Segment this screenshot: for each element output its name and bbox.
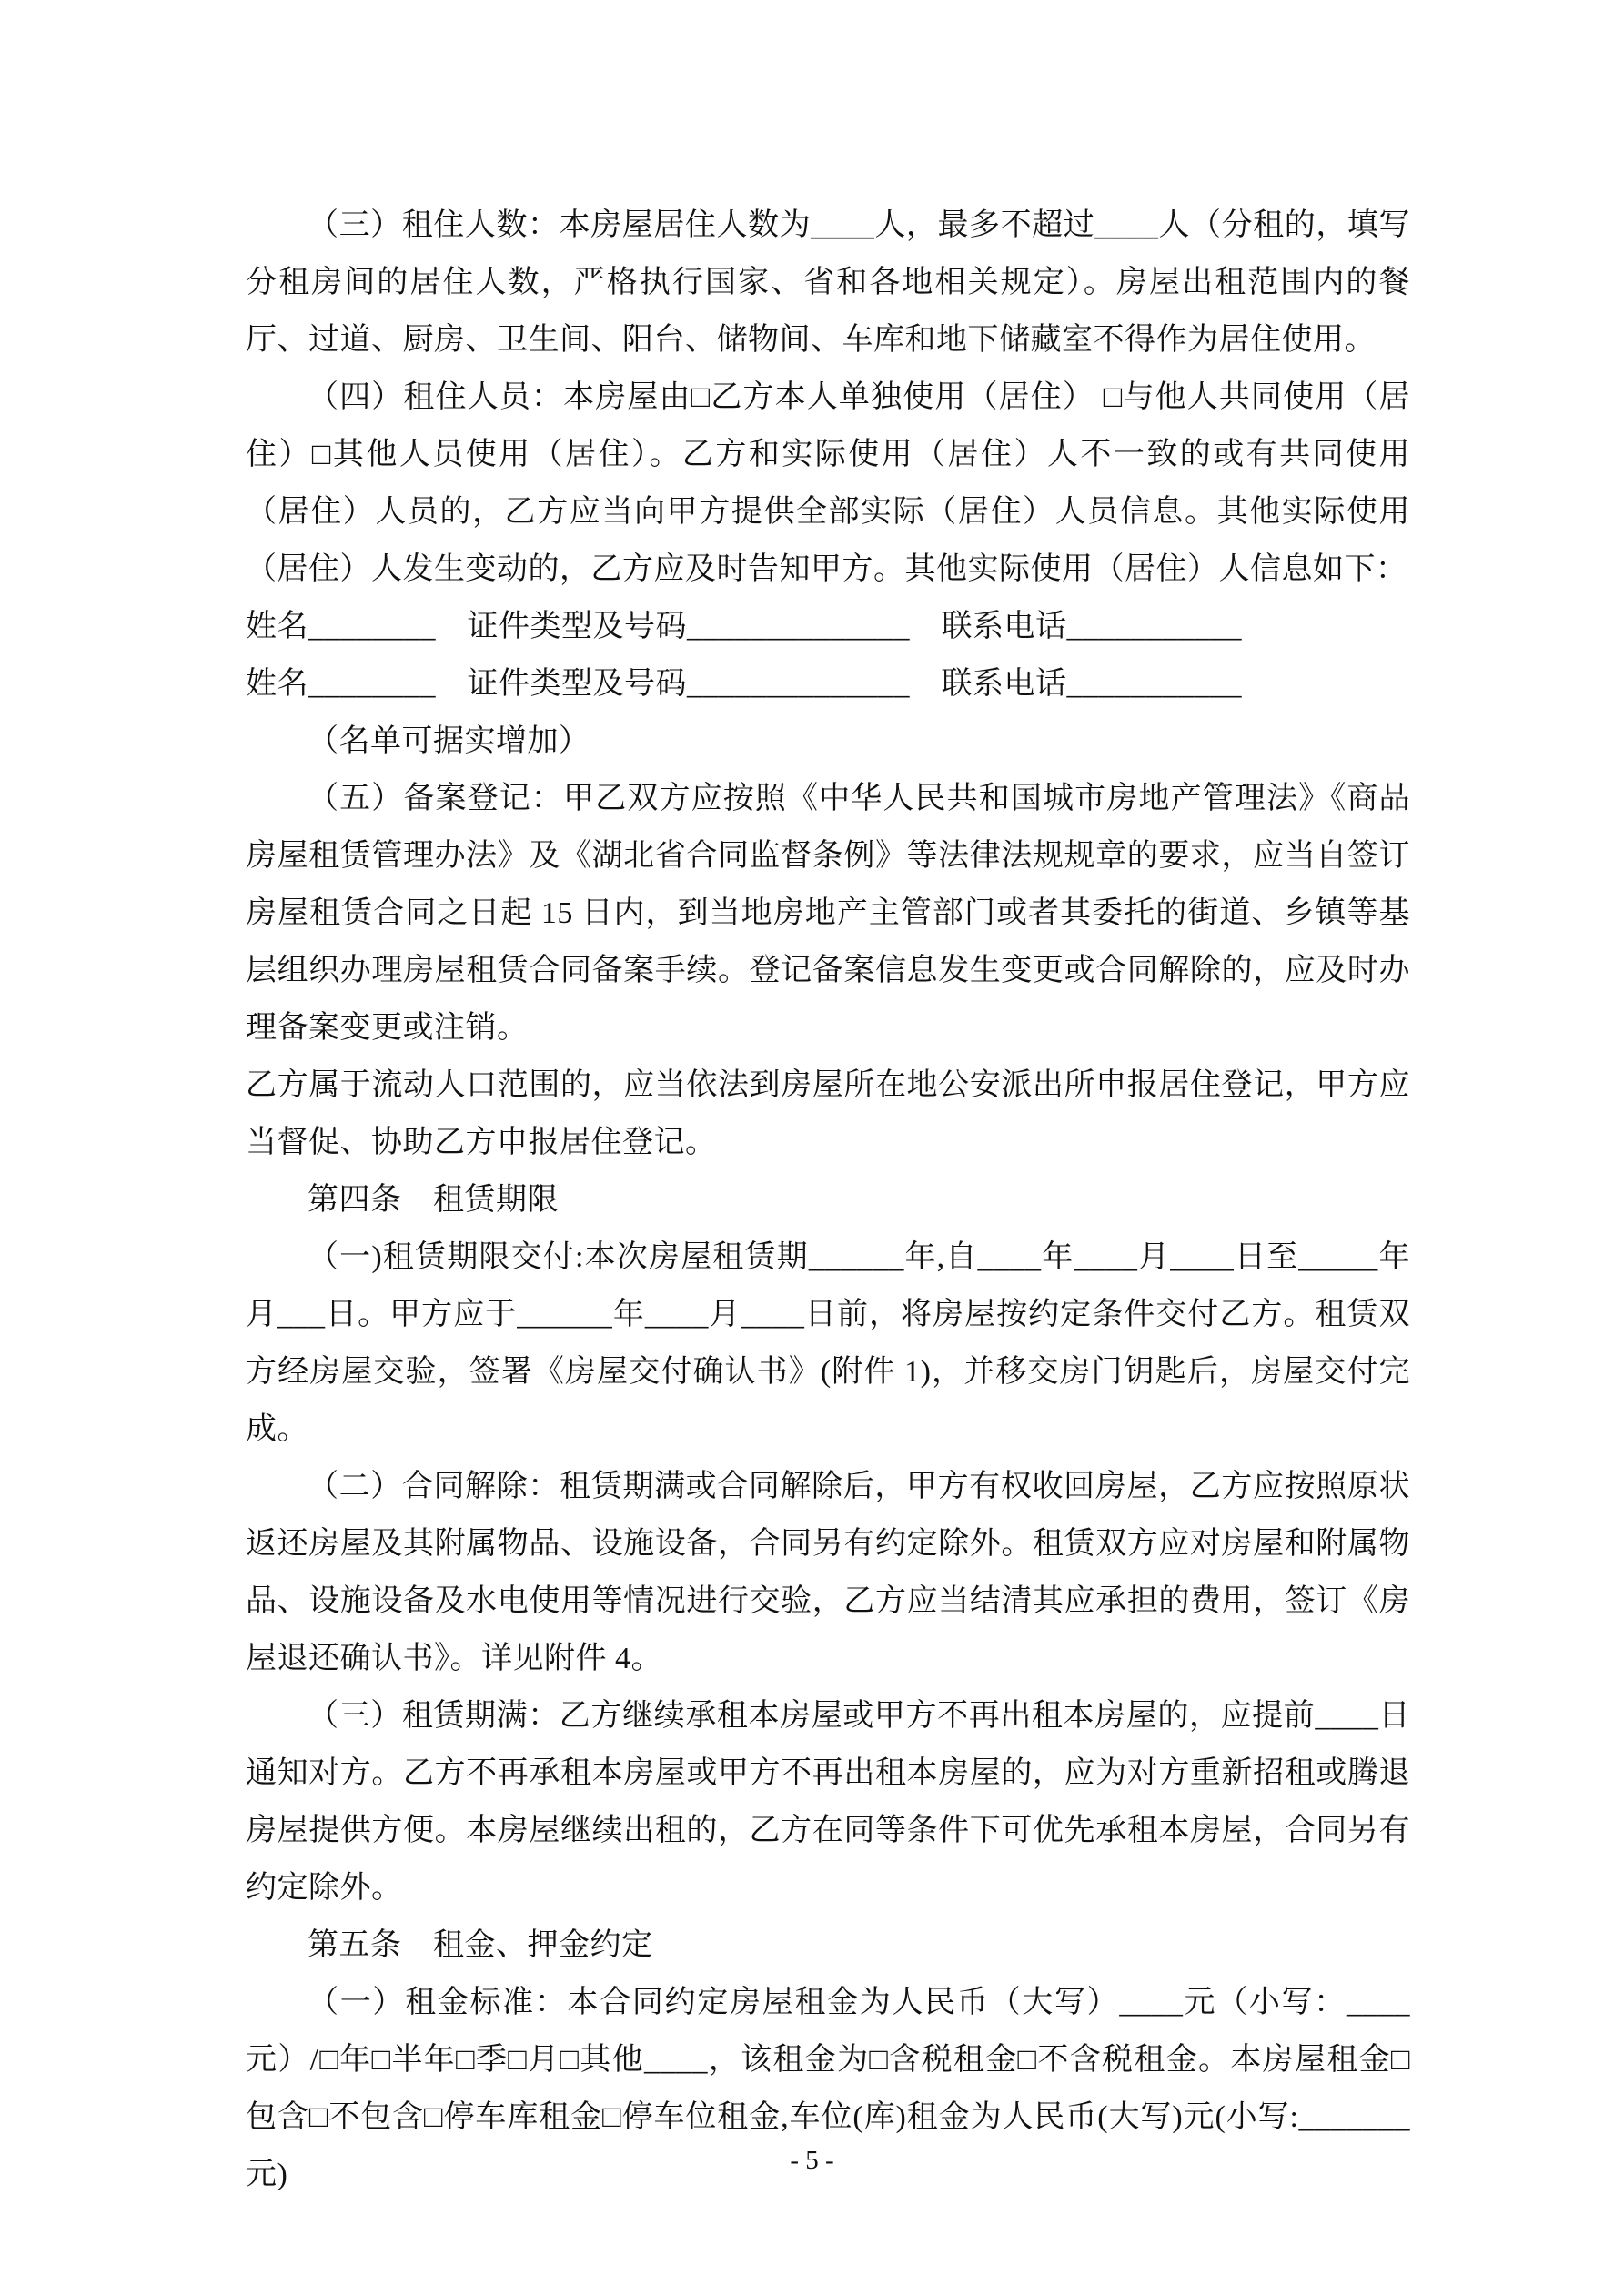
article-4-heading: 第四条 租赁期限 [308, 1183, 559, 1217]
clause-5-filing-registration: （五）备案登记：甲乙双方应按照《中华人民共和国城市房地产管理法》《商品房屋租赁管理办法》及《湖北省合同监督条例》等法律法规规章的要求，应当自签订房屋租赁合同之日起 15 日内，到当地房地产主管部门或者其委托的街道、乡镇等基层组织办理房屋租赁合同备案手续。登记备案信息发生变更或合同解除的，应及时办理备案变更或注销。 [246, 782, 1410, 1045]
clause-3-occupancy-limit: （三）租住人数：本房屋居住人数为____人，最多不超过____人（分租的，填写分租房间的居住人数，严格执行国家、省和各地相关规定）。房屋出租范围内的餐厅、过道、厨房、卫生间、阳台、储物间、车库和地下储藏室不得作为居住使用。 [246, 208, 1410, 357]
floating-population-note: 乙方属于流动人口范围的，应当依法到房屋所在地公安派出所申报居住登记，甲方应当督促、协助乙方申报居住登记。 [246, 1068, 1410, 1159]
page-number: - 5 - [790, 2146, 834, 2175]
clause-4-occupants: （四）租住人员：本房屋由□乙方本人单独使用（居住） □与他人共同使用（居住）□其他人员使用（居住）。乙方和实际使用（居住）人不一致的或有共同使用（居住）人员的，乙方应当向甲方提供全部实际（居住）人员信息。其他实际使用（居住）人发生变动的，乙方应及时告知甲方。其他实际使用（居住）人信息如下： [246, 380, 1410, 586]
note-list-expandable: （名单可据实增加） [308, 724, 590, 758]
occupant-info-line-1: 姓名________ 证件类型及号码______________ 联系电话___________ [246, 610, 1242, 643]
article-5-heading: 第五条 租金、押金约定 [308, 1928, 653, 1962]
occupant-info-line-2: 姓名________ 证件类型及号码______________ 联系电话___________ [246, 667, 1242, 701]
article-5-clause-1-rent-standard: （一）租金标准：本合同约定房屋租金为人民币（大写）____元（小写：____元）/□年□半年□季□月□其他____，该租金为□含税租金□不含税租金。本房屋租金□包含□不包含□停车库租金□停车位租金,车位(库)租金为人民币(大写)元(小写:_______元) [246, 1986, 1410, 2191]
contract-body [246, 197, 1410, 2203]
article-4-clause-2-termination: （二）合同解除：租赁期满或合同解除后，甲方有权收回房屋，乙方应按照原状返还房屋及其附属物品、设施设备，合同另有约定除外。租赁双方应对房屋和附属物品、设施设备及水电使用等情况进行交验，乙方应当结清其应承担的费用，签订《房屋退还确认书》。详见附件 4。 [246, 1470, 1410, 1675]
article-4-clause-1-lease-term: （一)租赁期限交付:本次房屋租赁期______年,自____年____月____日至_____年月___日。甲方应于______年____月____日前，将房屋按约定条件交付乙方。租赁双方经房屋交验，签署《房屋交付确认书》(附件 1)，并移交房门钥匙后，房屋交付完成。 [246, 1240, 1410, 1446]
article-4-clause-3-expiry: （三）租赁期满：乙方继续承租本房屋或甲方不再出租本房屋的，应提前____日通知对方。乙方不再承租本房屋或甲方不再出租本房屋的，应为对方重新招租或腾退房屋提供方便。本房屋继续出租的，乙方在同等条件下可优先承租本房屋，合同另有约定除外。 [246, 1699, 1410, 1905]
